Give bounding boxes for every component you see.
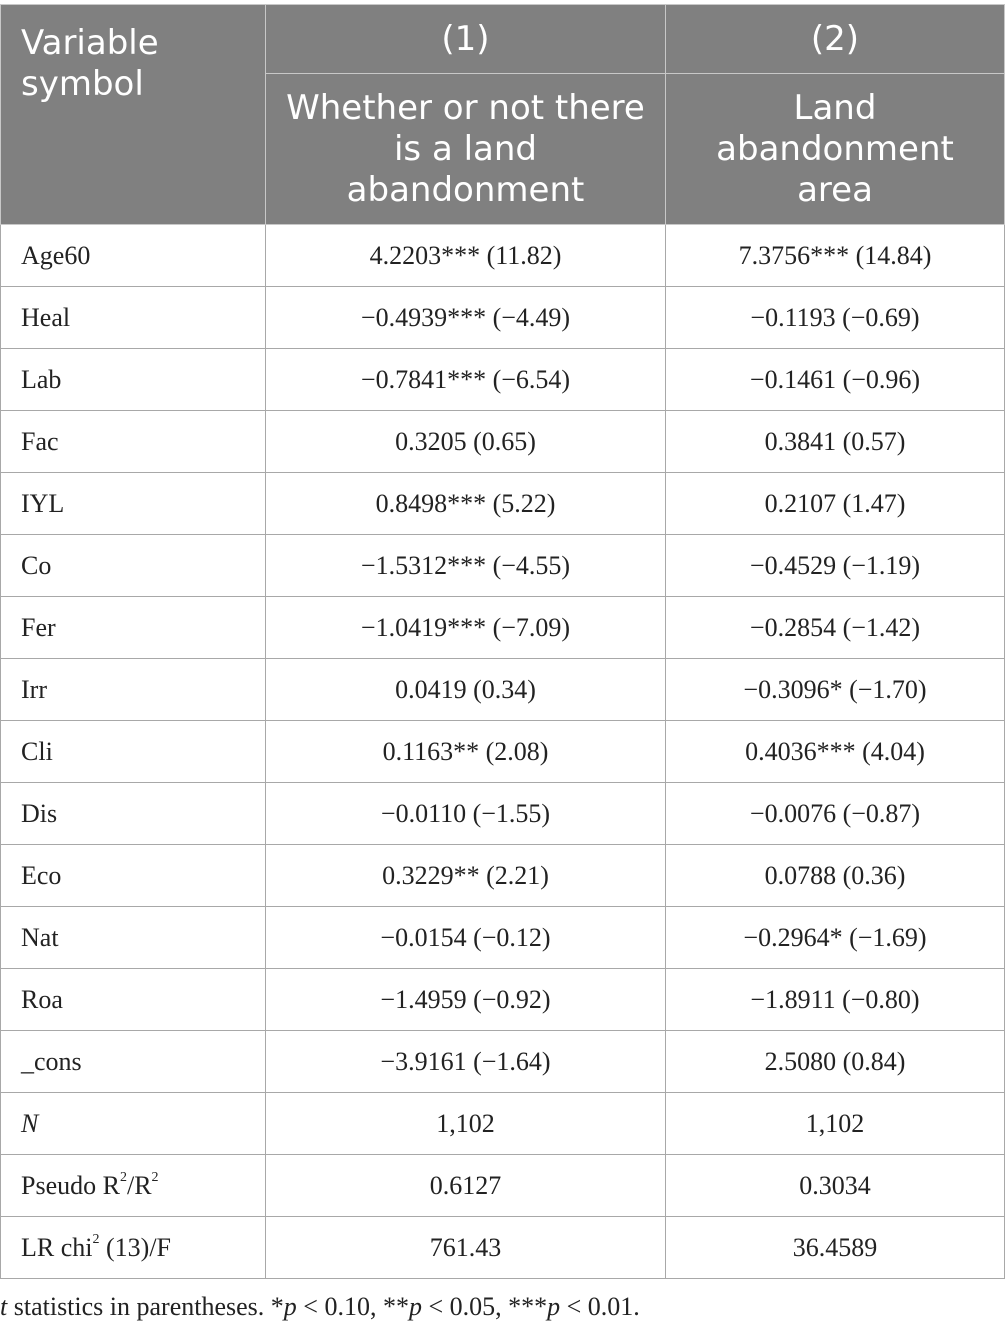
variable-cell: Lab xyxy=(1,349,266,411)
col2-value: −0.3096* (−1.70) xyxy=(666,659,1005,721)
variable-cell: Age60 xyxy=(1,225,266,287)
col2-value: 0.3841 (0.57) xyxy=(666,411,1005,473)
table-row xyxy=(1,411,1005,473)
table-row xyxy=(1,535,1005,597)
note-p: p xyxy=(283,1292,297,1321)
table-row xyxy=(1,1217,1005,1279)
variable-cell: Fer xyxy=(1,597,266,659)
variable-cell: Irr xyxy=(1,659,266,721)
col2-value: 7.3756*** (14.84) xyxy=(666,225,1005,287)
lr-suffix-text: (13)/F xyxy=(99,1232,171,1262)
col2-value: −0.4529 (−1.19) xyxy=(666,535,1005,597)
col1-value: 4.2203*** (11.82) xyxy=(266,225,666,287)
note-text: statistics in parentheses. * xyxy=(7,1292,284,1321)
col2-value: 1,102 xyxy=(666,1093,1005,1155)
header-variable-symbol: Variable symbol xyxy=(1,5,266,225)
table-row xyxy=(1,473,1005,535)
header-col2-description: Land abandonment area xyxy=(666,74,1005,225)
variable-cell: Nat xyxy=(1,907,266,969)
col2-value: −0.0076 (−0.87) xyxy=(666,783,1005,845)
table-row xyxy=(1,1155,1005,1217)
variable-cell-pseudo-r2 xyxy=(1,1155,266,1217)
regression-table xyxy=(0,4,1005,1279)
table-row xyxy=(1,783,1005,845)
col1-value: −0.7841*** (−6.54) xyxy=(266,349,666,411)
col2-value: 0.4036*** (4.04) xyxy=(666,721,1005,783)
table-row xyxy=(1,1031,1005,1093)
col1-value: 0.3229** (2.21) xyxy=(266,845,666,907)
col2-value: 36.4589 xyxy=(666,1217,1005,1279)
table-body xyxy=(1,225,1005,1279)
col1-value: 0.0419 (0.34) xyxy=(266,659,666,721)
variable-cell: _cons xyxy=(1,1031,266,1093)
table-row xyxy=(1,225,1005,287)
lr-chi-text: LR chi xyxy=(21,1232,93,1262)
col2-value: −0.2964* (−1.69) xyxy=(666,907,1005,969)
col2-value: −0.1193 (−0.69) xyxy=(666,287,1005,349)
col2-value: 0.0788 (0.36) xyxy=(666,845,1005,907)
col1-value: 0.8498*** (5.22) xyxy=(266,473,666,535)
note-text: < 0.10, ** xyxy=(296,1292,409,1321)
col2-value: 0.3034 xyxy=(666,1155,1005,1217)
table-row xyxy=(1,659,1005,721)
table-footnote xyxy=(0,1292,640,1322)
col1-value: −1.0419*** (−7.09) xyxy=(266,597,666,659)
table-row xyxy=(1,1093,1005,1155)
col1-value: 0.1163** (2.08) xyxy=(266,721,666,783)
superscript-2: 2 xyxy=(92,1231,100,1247)
col2-value: 0.2107 (1.47) xyxy=(666,473,1005,535)
table-row xyxy=(1,287,1005,349)
col1-value: 0.6127 xyxy=(266,1155,666,1217)
note-text: < 0.05, *** xyxy=(421,1292,548,1321)
variable-cell-lr-chi2 xyxy=(1,1217,266,1279)
r-text: /R xyxy=(126,1170,152,1200)
pseudo-r-text: Pseudo R xyxy=(21,1170,120,1200)
col1-value: −1.5312*** (−4.55) xyxy=(266,535,666,597)
table-row xyxy=(1,845,1005,907)
variable-cell: Eco xyxy=(1,845,266,907)
note-p: p xyxy=(547,1292,561,1321)
col2-value: −1.8911 (−0.80) xyxy=(666,969,1005,1031)
variable-cell-n: N xyxy=(1,1093,266,1155)
col1-value: 1,102 xyxy=(266,1093,666,1155)
variable-cell: Heal xyxy=(1,287,266,349)
note-text: < 0.01. xyxy=(560,1292,640,1321)
table-header xyxy=(1,5,1005,225)
table-row xyxy=(1,721,1005,783)
col2-value: 2.5080 (0.84) xyxy=(666,1031,1005,1093)
col2-value: −0.2854 (−1.42) xyxy=(666,597,1005,659)
variable-cell: Cli xyxy=(1,721,266,783)
variable-cell: IYL xyxy=(1,473,266,535)
table-row xyxy=(1,349,1005,411)
superscript-2: 2 xyxy=(151,1169,159,1185)
variable-cell: Roa xyxy=(1,969,266,1031)
col1-value: −0.0154 (−0.12) xyxy=(266,907,666,969)
col1-value: −3.9161 (−1.64) xyxy=(266,1031,666,1093)
col1-value: 761.43 xyxy=(266,1217,666,1279)
variable-cell: Dis xyxy=(1,783,266,845)
variable-cell: Fac xyxy=(1,411,266,473)
col1-value: −0.0110 (−1.55) xyxy=(266,783,666,845)
table-row xyxy=(1,907,1005,969)
note-t: t xyxy=(0,1292,8,1321)
table-row xyxy=(1,969,1005,1031)
table-row xyxy=(1,597,1005,659)
note-p: p xyxy=(408,1292,422,1321)
col1-value: −1.4959 (−0.92) xyxy=(266,969,666,1031)
header-col1-number: (1) xyxy=(266,5,666,74)
variable-cell: Co xyxy=(1,535,266,597)
header-col2-number: (2) xyxy=(666,5,1005,74)
superscript-2: 2 xyxy=(119,1169,127,1185)
col2-value: −0.1461 (−0.96) xyxy=(666,349,1005,411)
header-col1-description: Whether or not there is a land abandonment xyxy=(266,74,666,225)
col1-value: −0.4939*** (−4.49) xyxy=(266,287,666,349)
col1-value: 0.3205 (0.65) xyxy=(266,411,666,473)
